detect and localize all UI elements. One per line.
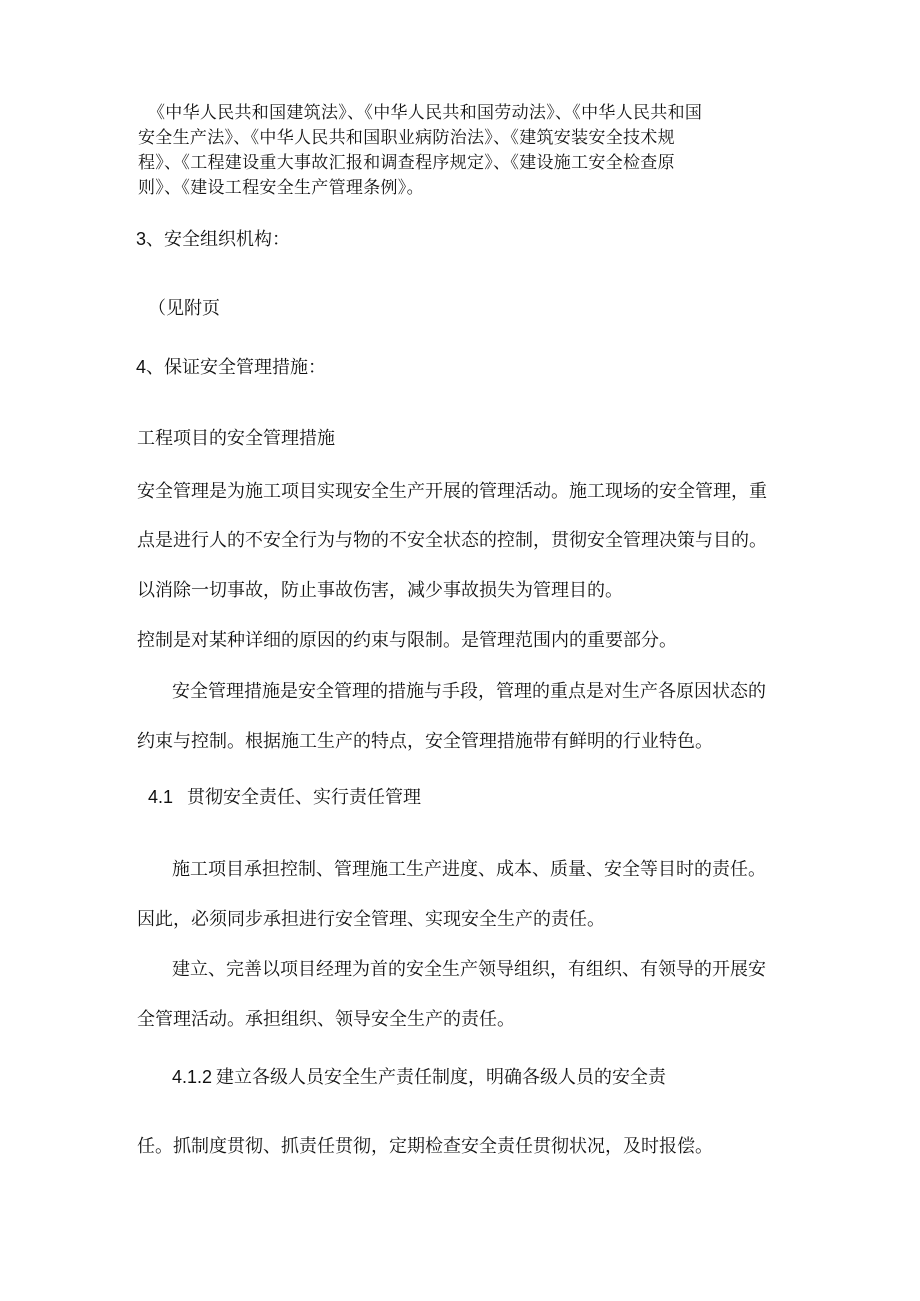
section-4-heading: [136, 356, 326, 379]
para2: 控制是对某种详细的原因的约束与限制。是管理范围内的重要部分。: [137, 630, 677, 651]
para3-line-1: 安全管理措施是安全管理的措施与手段，管理的重点是对生产各原因状态的: [172, 681, 766, 702]
section-3-number: 3: [136, 229, 147, 249]
section-4-number: 4: [136, 357, 147, 377]
section-4-1-2-title: 建立各级人员安全生产责任制度，明确各级人员的安全责: [216, 1067, 667, 1088]
para1-line-2: 点是进行人的不安全行为与物的不安全状态的控制，贯彻安全管理决策与目的。: [137, 530, 767, 551]
para4-line-1: 施工项目承担控制、管理施工生产进度、成本、质量、安全等目时的责任。: [172, 859, 766, 880]
law-list-line-1: 《中华人民共和国建筑法》、《中华人民共和国劳动法》、《中华人民共和国: [148, 103, 703, 123]
section-4-1-title: 贯彻安全责任、实行责任管理: [187, 787, 422, 808]
see-attached-note: （见附页: [148, 298, 220, 319]
section-4-title: 、保证安全管理措施：: [146, 357, 327, 378]
section-4-1-heading: [148, 786, 421, 809]
para6: 任。抓制度贯彻、抓责任贯彻，定期检查安全责任贯彻状况，及时报偿。: [137, 1136, 713, 1157]
law-list-line-4: 则》、《建设工程安全生产管理条例》。: [138, 178, 424, 198]
section-4-1-number: 4.1: [148, 787, 174, 807]
para4-line-2: 因此，必须同步承担进行安全管理、实现安全生产的责任。: [137, 909, 605, 930]
subheading: 工程项目的安全管理措施: [137, 428, 335, 449]
law-list-line-2: 安全生产法》、《中华人民共和国职业病防治法》、《建筑安装安全技术规: [138, 128, 675, 148]
para5-line-2: 全管理活动。承担组织、领导安全生产的责任。: [137, 1009, 515, 1030]
para3-line-2: 约束与控制。根据施工生产的特点，安全管理措施带有鲜明的行业特色。: [137, 731, 713, 752]
para1-line-3: 以消除一切事故，防止事故伤害，减少事故损失为管理目的。: [137, 580, 623, 601]
section-4-1-2-heading: [172, 1066, 666, 1089]
section-3-heading: [136, 228, 290, 251]
para5-line-1: 建立、完善以项目经理为首的安全生产领导组织，有组织、有领导的开展安: [172, 959, 766, 980]
para1-line-1: 安全管理是为施工项目实现安全生产开展的管理活动。施工现场的安全管理，重: [137, 481, 767, 502]
section-4-1-2-number: 4.1.2: [172, 1067, 213, 1087]
section-3-title: 、安全组织机构：: [146, 229, 291, 250]
law-list-line-3: 程》、《工程建设重大事故汇报和调查程序规定》、《建设施工安全检查原: [138, 153, 675, 173]
